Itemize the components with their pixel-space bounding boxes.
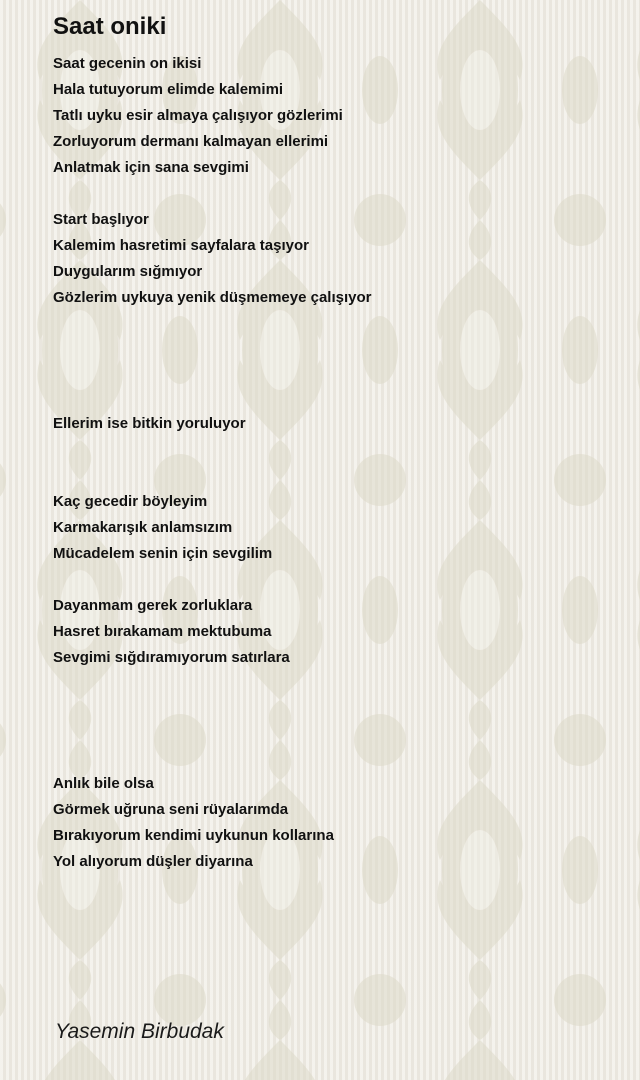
poem-line: Start başlıyor [53,211,149,228]
poem-line: Anlık bile olsa [53,775,154,792]
poem-line: Bırakıyorum kendimi uykunun kollarına [53,827,334,844]
poem-line: Görmek uğruna seni rüyalarımda [53,801,289,818]
poem-line: Gözlerim uykuya yenik düşmemeye çalışıyor [53,289,372,306]
stanza-5 [53,593,290,671]
poem-line: Duygularım sığmıyor [53,263,203,280]
stanza-6 [53,771,334,875]
poem-line: Karmakarışık anlamsızım [53,519,233,536]
stanza-3 [53,411,246,437]
stanza-1 [53,51,343,181]
poem-title: Saat oniki [53,13,167,40]
poem-line: Hasret bırakamam mektubuma [53,623,272,640]
poem-line: Mücadelem senin için sevgilim [53,545,273,562]
poem-line: Tatlı uyku esir almaya çalışıyor gözlerimi [53,107,343,124]
stanza-4 [53,489,272,567]
poem-line: Kalemim hasretimi sayfalara taşıyor [53,237,309,254]
poem-line: Saat gecenin on ikisi [53,55,202,72]
poem-line: Anlatmak için sana sevgimi [53,159,249,176]
poem-line: Hala tutuyorum elimde kalemimi [53,81,284,98]
poem-line: Dayanmam gerek zorluklara [53,597,253,614]
stanza-2 [53,207,372,311]
poem-line: Zorluyorum dermanı kalmayan ellerimi [53,133,329,150]
poem-line: Kaç gecedir böyleyim [53,493,208,510]
poem-line: Ellerim ise bitkin yoruluyor [53,415,246,432]
poem-author: Yasemin Birbudak [55,1020,224,1043]
poem-line: Sevgimi sığdıramıyorum satırlara [53,649,290,666]
poem-line: Yol alıyorum düşler diyarına [53,853,253,870]
